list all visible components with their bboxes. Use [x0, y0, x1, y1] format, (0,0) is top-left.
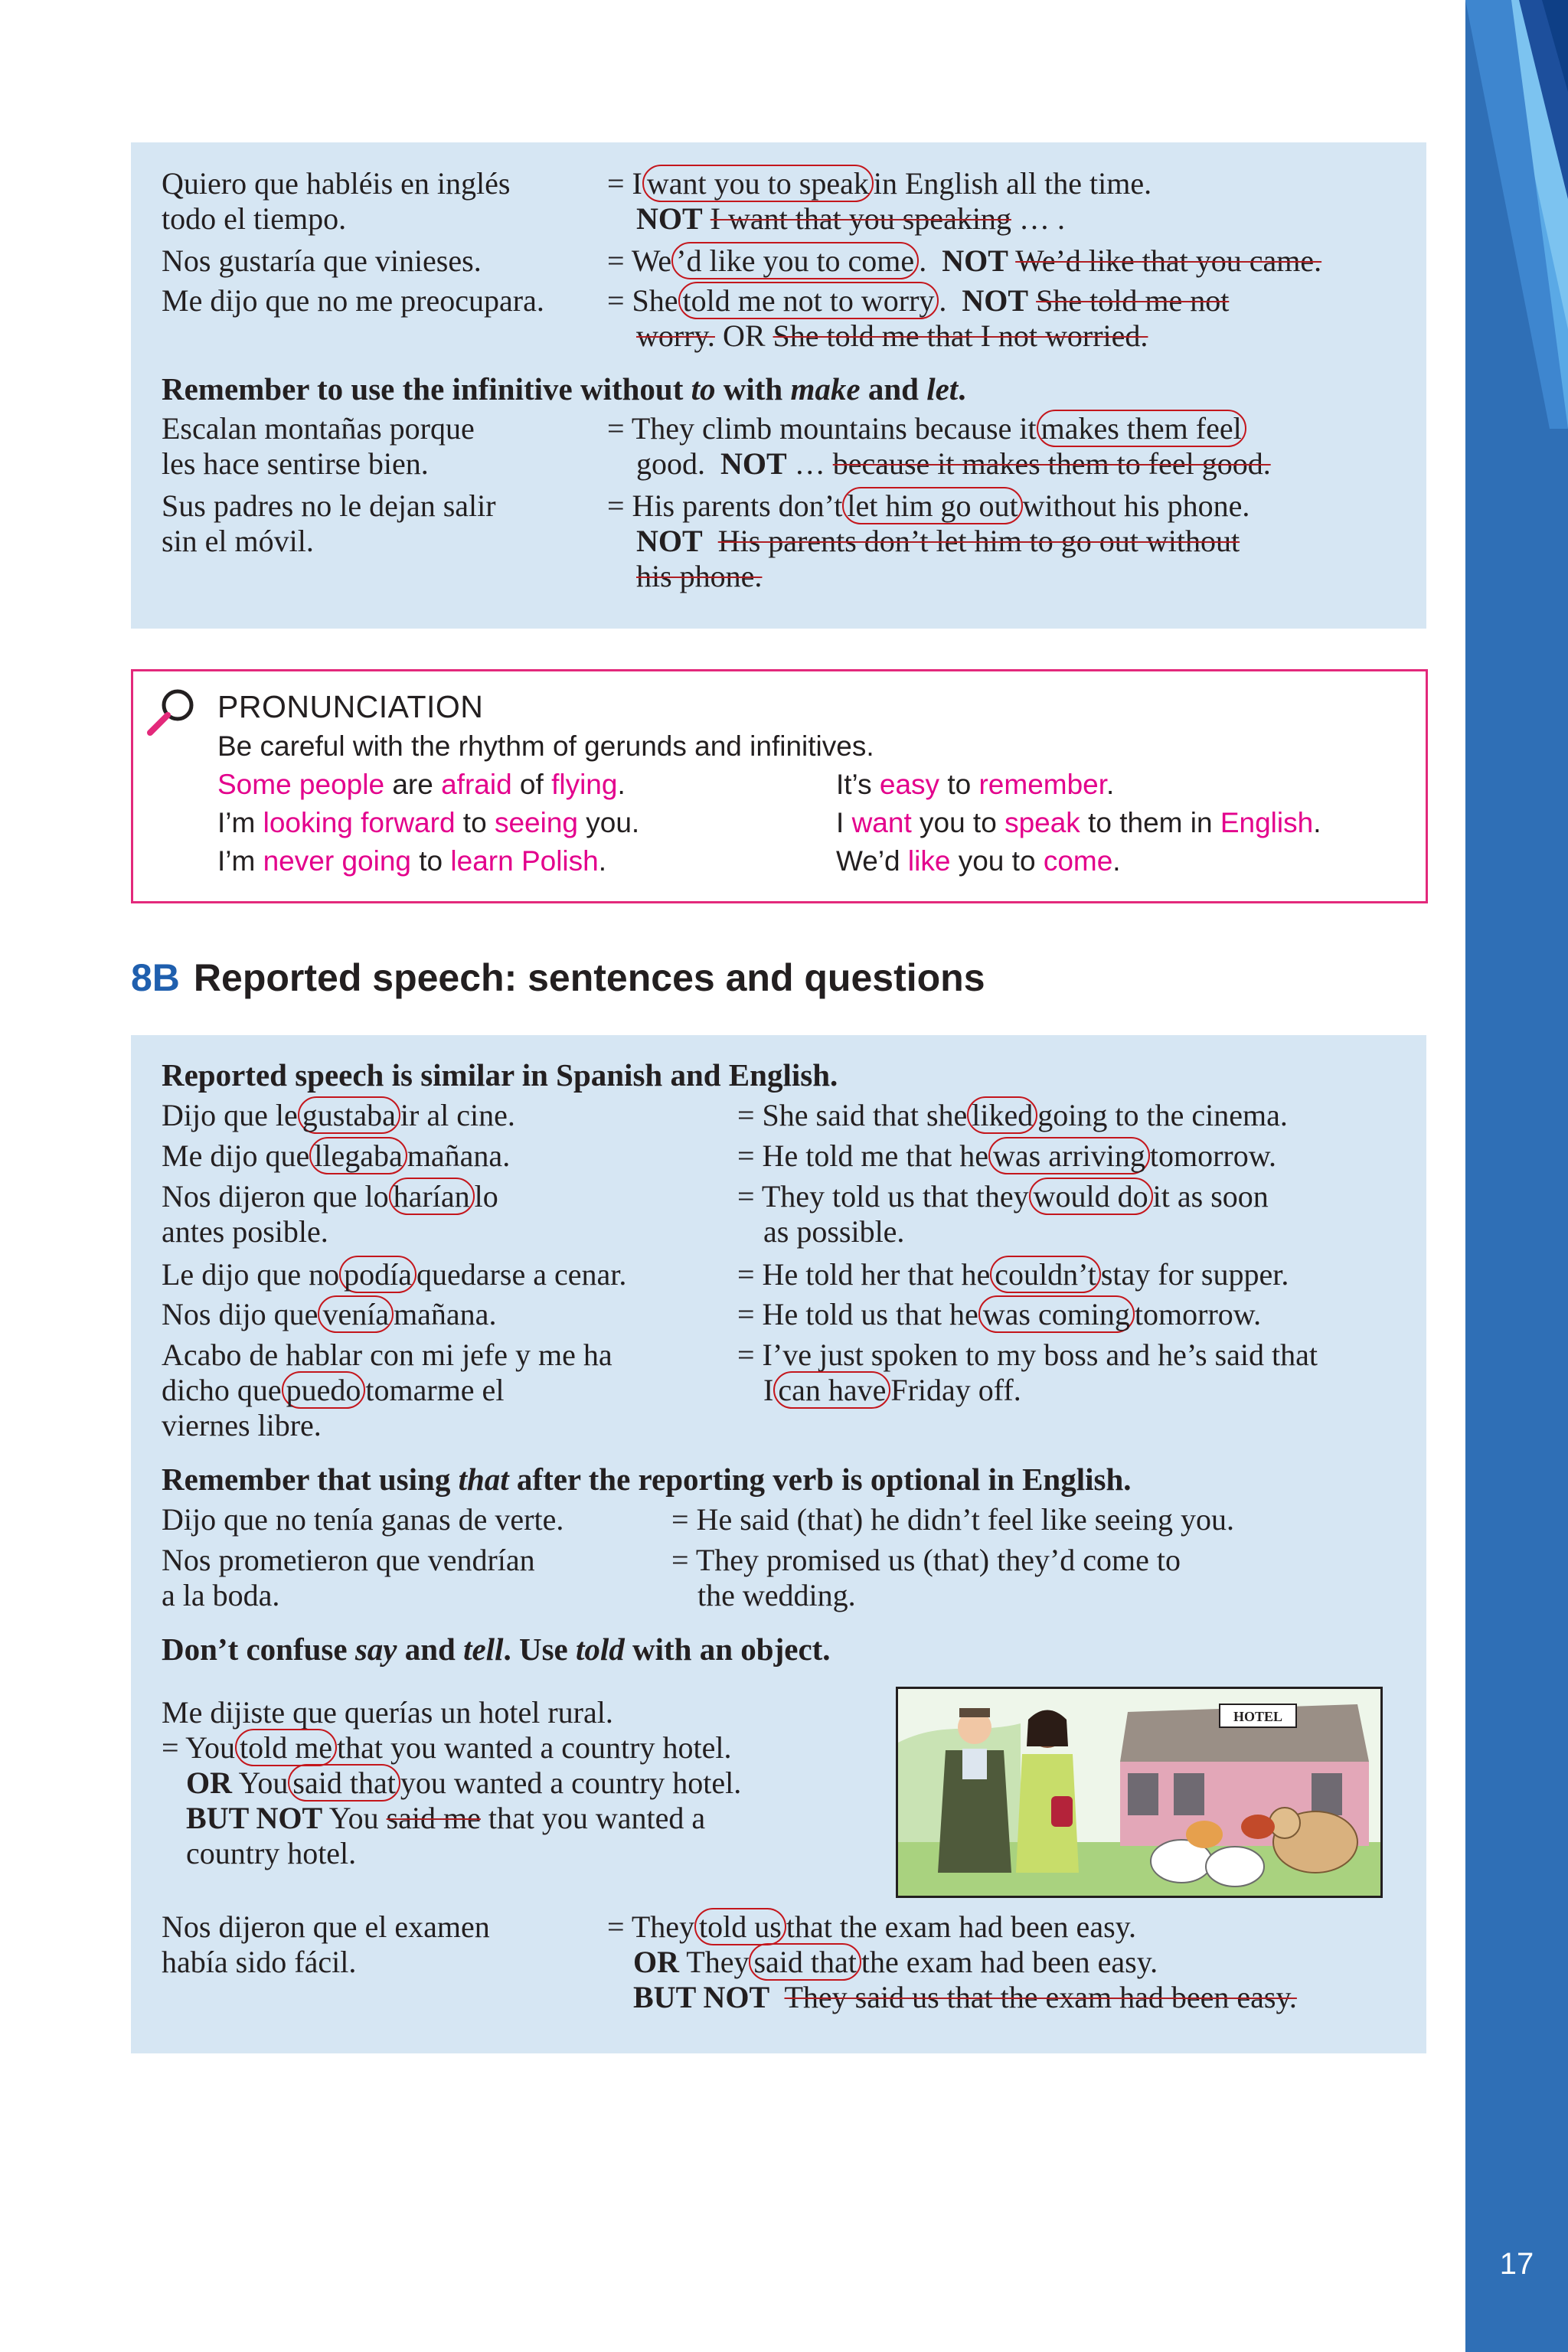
pronunciation-example: Some people are afraid of flying. [217, 769, 626, 800]
s2-english-line2: the wedding. [697, 1578, 856, 1612]
circled-verb: liked [967, 1096, 1037, 1134]
decorative-rays [1465, 0, 1568, 429]
r2-english: = He told me that he was arriving tomorrow. [737, 1138, 1277, 1173]
t1-line3: OR You said that you wanted a country hotel. [186, 1766, 742, 1800]
r3-spanish-line2: antes posible. [162, 1214, 328, 1249]
r6-spanish-line2: dicho que puedo tomarme el [162, 1373, 505, 1407]
r6-spanish-line3: viernes libre. [162, 1408, 322, 1442]
s1-spanish: Dijo que no tenía ganas de verte. [162, 1502, 564, 1537]
reported-speech-panel [131, 1035, 1426, 2053]
r4-english: = He told her that he couldn’t stay for supper. [737, 1257, 1289, 1292]
magnifier-icon [144, 685, 199, 740]
circled-verb: told me [235, 1729, 337, 1766]
pronunciation-example: I want you to speak to them in English. [836, 807, 1321, 838]
s2-spanish-line2: a la boda. [162, 1578, 280, 1612]
ex4-english-line2: good. NOT … because it makes them to feel good. [636, 446, 1271, 481]
r4-spanish: Le dijo que no podía quedarse a cenar. [162, 1257, 627, 1292]
ex5-spanish-line1: Sus padres no le dejan salir [162, 488, 496, 523]
t2-line2: OR They said that the exam had been easy. [633, 1945, 1158, 1979]
s1-english: = He said (that) he didn’t feel like seeing you. [671, 1502, 1234, 1537]
circled-phrase: told me not to worry [678, 282, 939, 319]
r1-english: = She said that she liked going to the cinema. [737, 1098, 1288, 1132]
page-number: 17 [1499, 2247, 1534, 2281]
ex4-spanish-line2: les hace sentirse bien. [162, 446, 429, 481]
section-number: 8B [131, 956, 180, 999]
pronunciation-title: PRONUNCIATION [217, 689, 484, 724]
ex1-english: = I want you to speak in English all the time. [607, 166, 1152, 201]
ex1-spanish-line1: Quiero que habléis en inglés [162, 166, 511, 201]
t1-line5: country hotel. [186, 1836, 357, 1870]
t1-line2: = You told me that you wanted a country hotel. [162, 1730, 732, 1765]
page-sidebar [1465, 0, 1568, 2352]
t2-line1: = They told us that the exam had been easy. [607, 1909, 1137, 1944]
section-heading [131, 956, 985, 1000]
struck-wrong-form: I want that you speaking [710, 201, 1011, 236]
circled-phrase: want you to speak [642, 165, 874, 202]
s2-english-line1: = They promised us (that) they’d come to [671, 1543, 1181, 1577]
struck-wrong-form: They said us that the exam had been easy. [784, 1980, 1297, 2014]
ex1-spanish-line2: todo el tiempo. [162, 201, 347, 236]
r6-english-line2: I can have Friday off. [763, 1373, 1021, 1407]
circled-verb: couldn’t [990, 1256, 1101, 1293]
pronunciation-example: We’d like you to come. [836, 845, 1121, 877]
pronunciation-intro: Be careful with the rhythm of gerunds and infinitives. [217, 730, 874, 762]
pronunciation-example: I’m never going to learn Polish. [217, 845, 607, 877]
r3-english-line2: as possible. [763, 1214, 905, 1249]
ex5-english: = His parents don’t let him go out without his phone. [607, 488, 1250, 523]
ex2-english: = We ’d like you to come . NOT We’d like that you came. [607, 243, 1322, 278]
hotel-sign: HOTEL [1233, 1709, 1283, 1724]
pronunciation-example: I’m looking forward to seeing you. [217, 807, 640, 838]
struck-wrong-form: We’d like that you came. [1015, 243, 1322, 278]
struck-wrong-form: said me [386, 1801, 481, 1835]
circled-verb: podía [339, 1256, 416, 1293]
circled-phrase: ’d like you to come [671, 242, 919, 279]
circled-verb: told us [694, 1908, 786, 1945]
hotel-cartoon-illustration [896, 1687, 1383, 1898]
r5-english: = He told us that he was coming tomorrow. [737, 1297, 1262, 1331]
circled-verb: llegaba [309, 1137, 407, 1174]
pronunciation-box [131, 669, 1428, 903]
s2-spanish-line1: Nos prometieron que vendrían [162, 1543, 535, 1577]
t2-spanish-line1: Nos dijeron que el examen [162, 1909, 490, 1944]
ex5-english-line3: his phone. [636, 559, 763, 593]
r5-spanish: Nos dijo que venía mañana. [162, 1297, 497, 1331]
circled-verb: can have [773, 1371, 890, 1409]
r3-spanish: Nos dijeron que lo harían lo [162, 1179, 498, 1214]
r6-english-line1: = I’ve just spoken to my boss and he’s said that [737, 1338, 1318, 1372]
circled-verb: would do [1029, 1178, 1153, 1215]
t1-spanish: Me dijiste que querías un hotel rural. [162, 1695, 613, 1730]
struck-wrong-form: His parents don’t let him to go out without [717, 524, 1240, 558]
struck-wrong-form: She told me not [1036, 283, 1230, 318]
struck-wrong-form: She told me that I not worried. [773, 318, 1148, 353]
rule-heading: Remember to use the infinitive without to with make and let. [162, 371, 966, 407]
ex3-english-line2: worry. OR She told me that I not worried. [636, 318, 1148, 353]
t2-spanish-line2: había sido fácil. [162, 1945, 357, 1979]
circled-phrase: makes them feel [1037, 410, 1246, 447]
rule-heading: Reported speech is similar in Spanish and English. [162, 1057, 838, 1093]
circled-verb: puedo [282, 1371, 366, 1409]
rule-heading: Remember that using that after the reporting verb is optional in English. [162, 1462, 1132, 1497]
ex5-spanish-line2: sin el móvil. [162, 524, 314, 558]
circled-verb: harían [389, 1178, 475, 1215]
circled-verb: was arriving [988, 1137, 1150, 1174]
pronunciation-example: It’s easy to remember. [836, 769, 1115, 800]
ex3-spanish: Me dijo que no me preocupara. [162, 283, 544, 318]
r6-spanish-line1: Acabo de hablar con mi jefe y me ha [162, 1338, 612, 1372]
ex4-spanish-line1: Escalan montañas porque [162, 411, 475, 446]
r1-spanish: Dijo que le gustaba ir al cine. [162, 1098, 515, 1132]
circled-verb: venía [318, 1295, 394, 1333]
ex4-english: = They climb mountains because it makes them feel [607, 411, 1246, 446]
ex2-spanish: Nos gustaría que vinieses. [162, 243, 482, 278]
ex3-english: = She told me not to worry . NOT She told me not [607, 283, 1230, 318]
t1-line4: BUT NOT You said me that you wanted a [186, 1801, 706, 1835]
circled-phrase: let him go out [842, 487, 1022, 524]
cartoon-drawing [898, 1689, 1380, 1896]
circled-verb: gustaba [298, 1096, 400, 1134]
r2-spanish: Me dijo que llegaba mañana. [162, 1138, 511, 1173]
infinitive-panel [131, 142, 1426, 629]
circled-verb: said that [749, 1943, 861, 1981]
circled-verb: said that [288, 1764, 400, 1802]
circled-verb: was coming [978, 1295, 1135, 1333]
rule-heading: Don’t confuse say and tell. Use told with an object. [162, 1632, 831, 1667]
ex5-english-line2: NOT His parents don’t let him to go out without [636, 524, 1240, 558]
section-title: Reported speech: sentences and questions [193, 956, 985, 999]
ex1-not-line: NOT I want that you speaking … . [636, 201, 1065, 236]
t2-line3: BUT NOT They said us that the exam had been easy. [633, 1980, 1297, 2014]
r3-english: = They told us that they would do it as soon [737, 1179, 1269, 1214]
struck-wrong-form: because it makes them to feel good. [832, 446, 1271, 481]
